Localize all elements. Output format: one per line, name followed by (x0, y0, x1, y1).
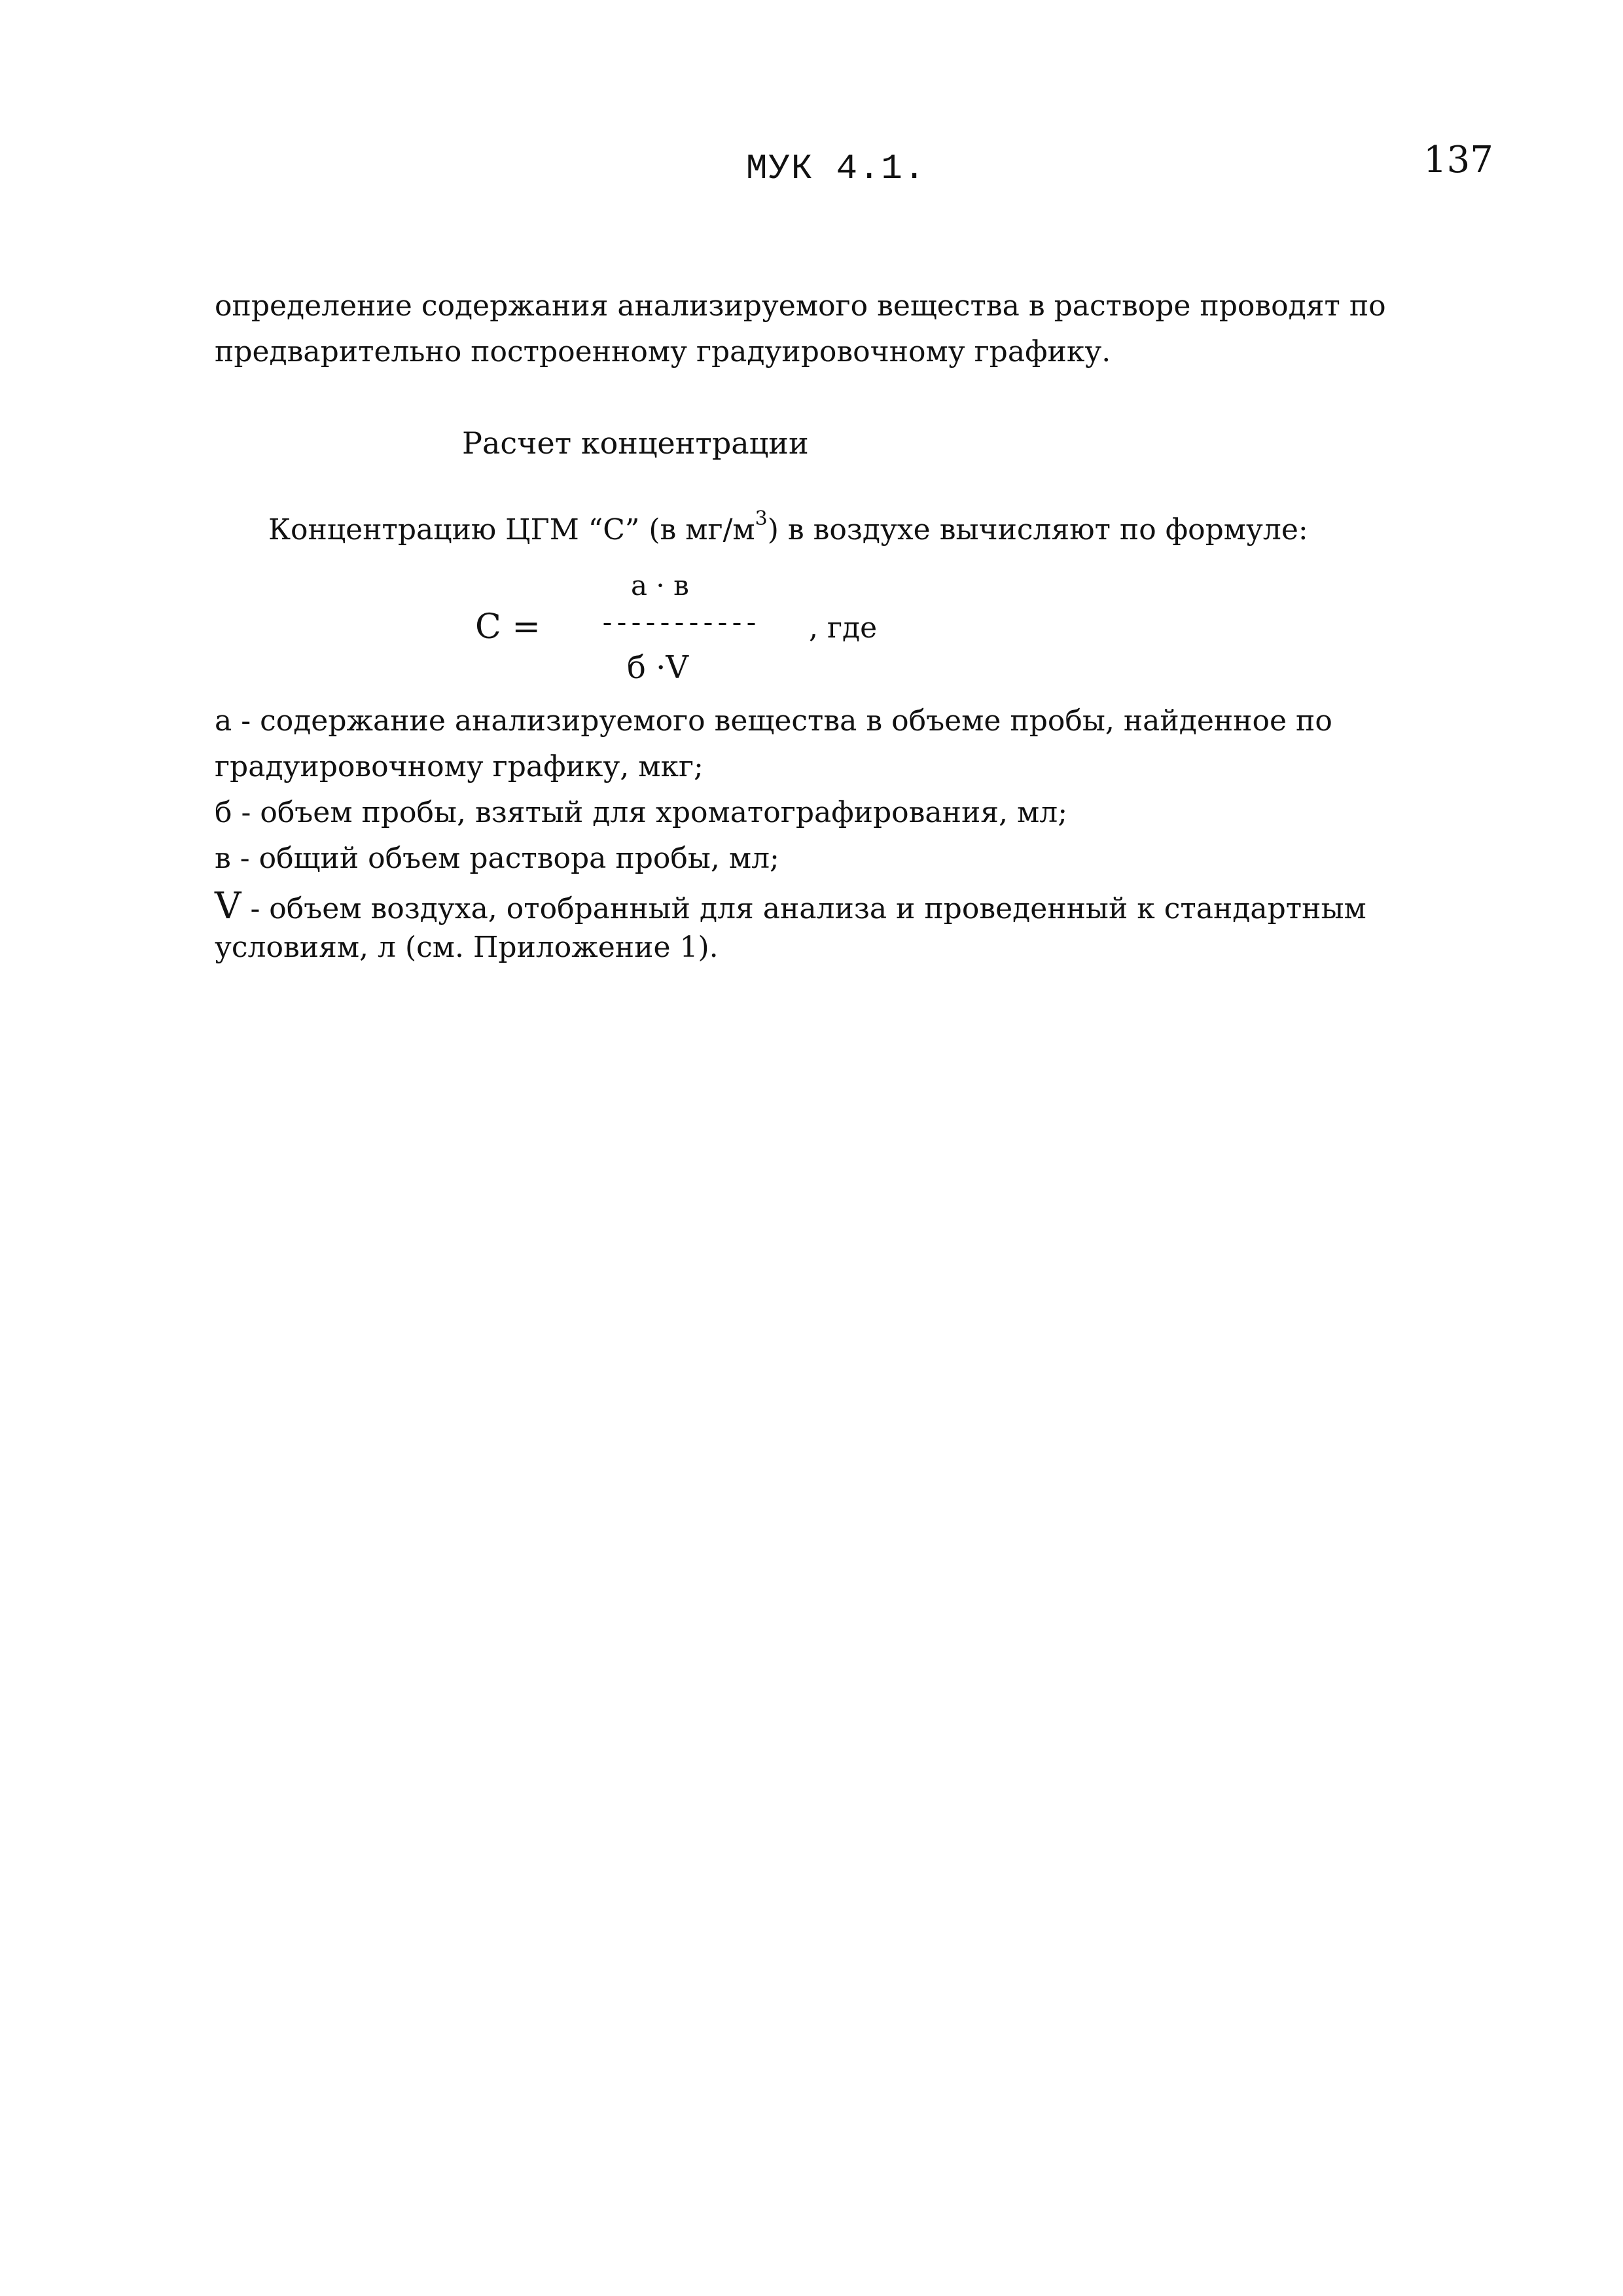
intro-paragraph-line-1: определение содержания анализируемого вещества в растворе проводят по (215, 289, 1386, 323)
formula-fraction-bar: ----------- (599, 610, 758, 639)
formula-intro-superscript: 3 (755, 507, 768, 530)
definition-v-text: - объем воздуха, отобранный для анализа и проведенный к стандартным (241, 892, 1366, 925)
formula-where-label: , где (809, 611, 878, 645)
definition-c: в - общий объем раствора пробы, мл; (215, 842, 779, 875)
definition-v-line-1 (215, 885, 1366, 927)
section-title: Расчет концентрации (462, 425, 809, 461)
definition-a-line-1: а - содержание анализируемого вещества в объеме пробы, найденное по (215, 704, 1332, 738)
formula-intro-prefix: Концентрацию ЦГМ “С” (в мг/м (268, 513, 755, 547)
definition-b: б - объем пробы, взятый для хроматографирования, мл; (215, 796, 1068, 829)
formula-numerator: а · в (631, 569, 689, 601)
intro-paragraph-line-2: предварительно построенному градуировочному графику. (215, 335, 1111, 368)
formula-intro-sentence (268, 507, 1308, 547)
formula-intro-suffix: ) в воздухе вычисляют по формуле: (767, 513, 1308, 547)
definition-v-line-2: условиям, л (см. Приложение 1). (215, 931, 719, 964)
formula-lhs: С = (475, 607, 541, 647)
definition-a-line-2: градуировочному графику, мкг; (215, 750, 704, 783)
formula-denominator: б ·V (627, 649, 689, 686)
document-code: МУК 4.1. (746, 149, 927, 189)
definition-v-letter: V (215, 885, 241, 927)
page-number: 137 (1423, 139, 1493, 181)
